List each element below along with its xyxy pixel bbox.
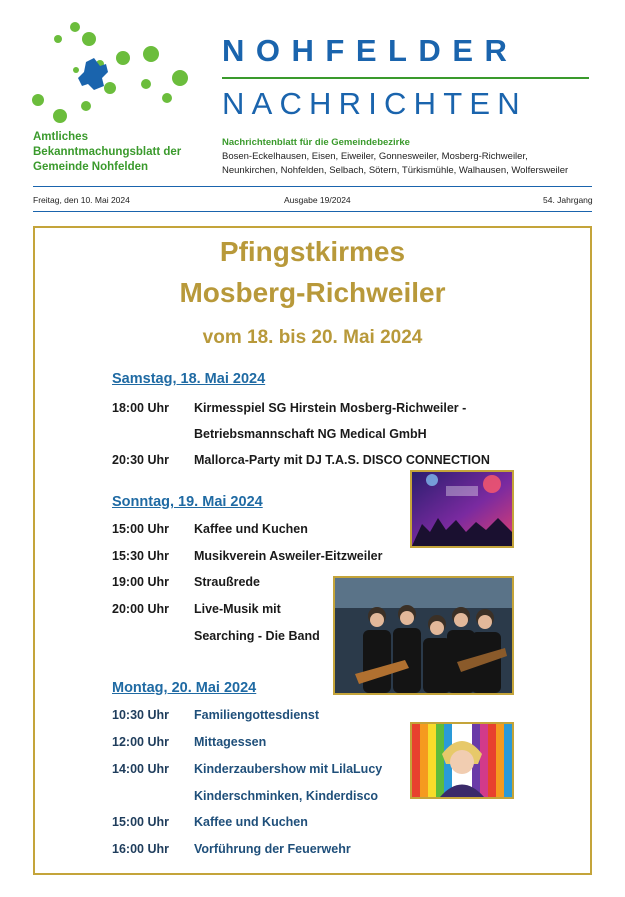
header-rule-bottom [33, 211, 592, 212]
event-sun-4-line-1: Live-Musik mit [194, 602, 281, 616]
masthead-divider [222, 77, 589, 79]
event-sat-1-line-2: Betriebsmannschaft NG Medical GmbH [194, 427, 427, 441]
time-sat-1: 18:00 Uhr [112, 401, 169, 415]
time-mon-1: 10:30 Uhr [112, 708, 169, 722]
time-sun-3: 19:00 Uhr [112, 575, 169, 589]
time-sat-2: 20:30 Uhr [112, 453, 169, 467]
header-rule-top [33, 186, 592, 187]
municipality-list-line-2: Neunkirchen, Nohfelden, Selbach, Sötern, Türkismühle, Walhausen, Wolfersweiler [222, 165, 569, 176]
event-sat-2: Mallorca-Party mit DJ T.A.S. DISCO CONNECTION [194, 453, 490, 467]
event-mon-3-line-2: Kinderschminken, Kinderdisco [194, 789, 379, 803]
event-sun-3: Straußrede [194, 575, 260, 589]
municipality-list-line-1: Bosen-Eckelhausen, Eisen, Eiweiler, Gonnesweiler, Mosberg-Richweiler, [222, 151, 528, 162]
event-dates: vom 18. bis 20. Mai 2024 [202, 327, 423, 348]
tagline [33, 130, 213, 175]
time-mon-5: 16:00 Uhr [112, 842, 169, 856]
issue-date: Freitag, den 10. Mai 2024 [33, 195, 130, 205]
day-heading-sunday: Sonntag, 19. Mai 2024 [112, 494, 263, 510]
municipality-logo [28, 20, 198, 128]
time-sun-2: 15:30 Uhr [112, 549, 169, 563]
disco-party-photo [410, 470, 514, 548]
band-photo [333, 576, 514, 695]
day-heading-saturday: Samstag, 18. Mai 2024 [112, 371, 266, 387]
masthead-title-line-2: NACHRICHTEN [222, 86, 527, 121]
event-sun-4-line-2: Searching - Die Band [194, 629, 320, 643]
time-sun-4: 20:00 Uhr [112, 602, 169, 616]
tagline-line-2: Bekanntmachungsblatt der [33, 146, 182, 158]
event-title: Pfingstkirmes [219, 236, 406, 267]
event-sat-1-line-1: Kirmesspiel SG Hirstein Mosberg-Richweiler - [194, 401, 467, 415]
event-location: Mosberg-Richweiler [179, 277, 446, 308]
magician-photo [410, 722, 514, 799]
masthead-subtitle: Nachrichtenblatt für die Gemeindebezirke [222, 137, 410, 148]
tagline-line-1: Amtliches [33, 131, 88, 143]
time-mon-2: 12:00 Uhr [112, 735, 169, 749]
event-mon-5: Vorführung der Feuerwehr [194, 842, 351, 856]
masthead-title-line-1: NOHFELDER [222, 33, 519, 68]
event-mon-1: Familiengottesdienst [194, 708, 320, 722]
event-mon-2: Mittagessen [194, 735, 267, 749]
event-sun-2: Musikverein Asweiler-Eitzweiler [194, 549, 383, 563]
time-mon-3: 14:00 Uhr [112, 762, 169, 776]
time-sun-1: 15:00 Uhr [112, 522, 169, 536]
municipality-list [222, 150, 594, 178]
event-sun-1: Kaffee und Kuchen [194, 522, 308, 536]
time-mon-4: 15:00 Uhr [112, 815, 169, 829]
day-heading-monday: Montag, 20. Mai 2024 [112, 680, 257, 696]
issue-volume: 54. Jahrgang [543, 195, 593, 205]
issue-number: Ausgabe 19/2024 [284, 195, 351, 205]
tagline-line-3: Gemeinde Nohfelden [33, 161, 149, 173]
event-mon-4: Kaffee und Kuchen [194, 815, 308, 829]
event-mon-3-line-1: Kinderzaubershow mit LilaLucy [194, 762, 383, 776]
